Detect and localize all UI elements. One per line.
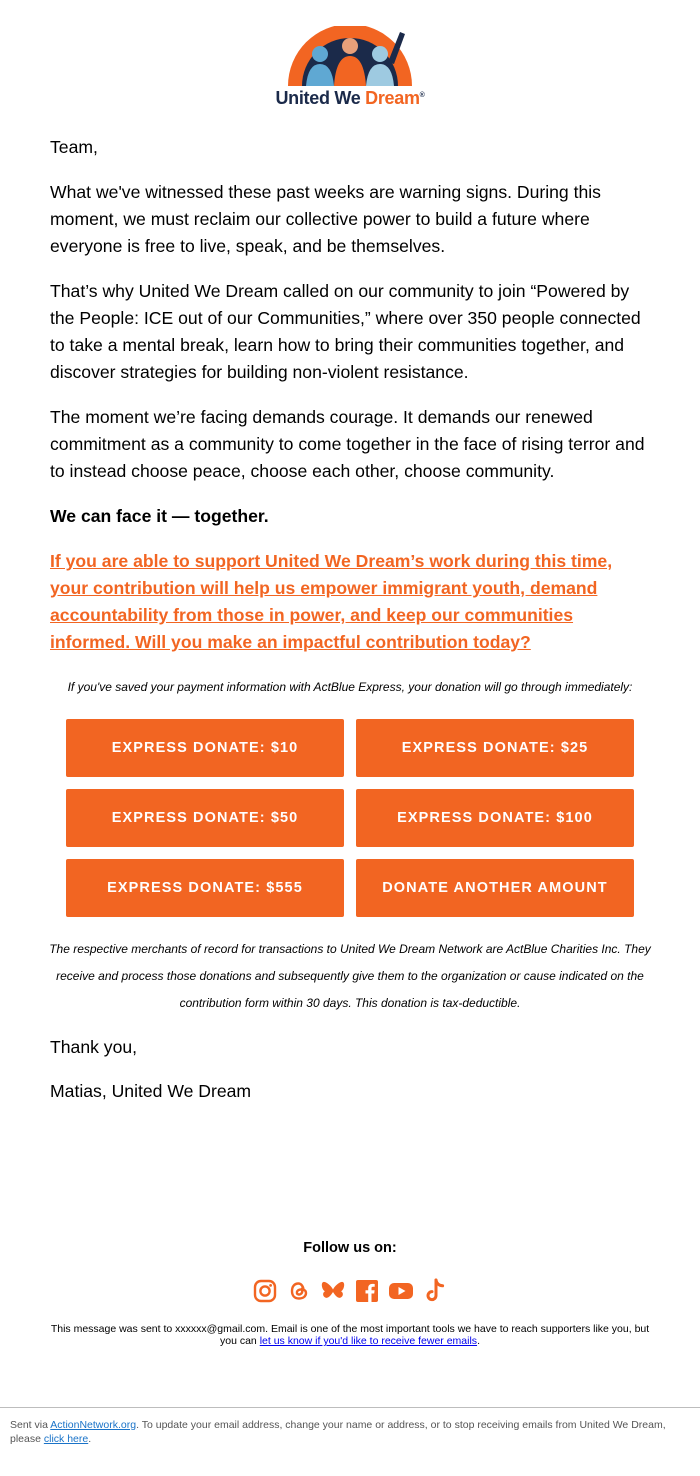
closing-thanks: Thank you, <box>50 1037 138 1057</box>
signature: Matias, United We Dream <box>50 1081 252 1101</box>
facebook-icon[interactable] <box>354 1277 380 1305</box>
sent-to-notice: This message was sent to xxxxxx@gmail.com. Email is one of the most important tools we have to reach supporters like you, but you can let us know if you'd like to receive fewer emails. <box>50 1323 650 1347</box>
express-donate-10-button[interactable]: EXPRESS DONATE: $10 <box>66 719 344 777</box>
express-donate-25-button[interactable]: EXPRESS DONATE: $25 <box>356 719 634 777</box>
logo-wordmark: United We Dream® <box>275 88 425 108</box>
united-we-dream-logo[interactable] <box>268 26 432 112</box>
follow-us-heading: Follow us on: <box>303 1240 397 1256</box>
express-donate-100-button[interactable]: EXPRESS DONATE: $100 <box>356 789 634 847</box>
legal-disclaimer: The respective merchants of record for transactions to United We Dream Network are ActBlue Charities Inc. They receive and process those donations and subsequently give them to the organization or cause indicated on the contribution form within 30 days. This donation is tax-deductible. <box>49 942 651 1010</box>
donate-another-amount-button[interactable]: DONATE ANOTHER AMOUNT <box>356 859 634 917</box>
bluesky-icon[interactable] <box>320 1277 346 1305</box>
unsubscribe-link[interactable]: click here <box>43 1433 89 1445</box>
actblue-express-note: If you've saved your payment information with ActBlue Express, your donation will go through immediately: <box>67 680 633 694</box>
fewer-emails-link[interactable]: let us know if you'd like to receive fewer emails <box>259 1335 478 1347</box>
paragraph: The moment we’re facing demands courage. It demands our renewed commitment as a community to come together in the face of rising terror and to instead choose peace, choose each other, choose community. <box>50 407 645 481</box>
contribution-cta-link[interactable]: If you are able to support United We Dream’s work during this time, your contribution will help us empower immigrant youth, demand accountability from those in power, and keep our communities informed. Will you make an impactful contribution today? <box>50 551 613 652</box>
logo-illustration <box>268 26 432 88</box>
tiktok-icon[interactable] <box>422 1277 448 1305</box>
threads-icon[interactable] <box>286 1277 312 1305</box>
bold-line: We can face it — together. <box>50 506 269 526</box>
footer-divider <box>0 1407 700 1408</box>
paragraph: What we've witnessed these past weeks are warning signs. During this moment, we must reclaim our collective power to build a future where everyone is free to live, speak, and be themselves. <box>50 182 601 256</box>
footer-notice: Sent via ActionNetwork.org. To update your email address, change your name or address, or to stop receiving emails from United We Dream, please click here. <box>10 1419 666 1445</box>
actionnetwork-link[interactable]: ActionNetwork.org <box>50 1419 137 1431</box>
letter-body <box>50 134 654 674</box>
youtube-icon[interactable] <box>388 1277 414 1305</box>
instagram-icon[interactable] <box>252 1277 278 1305</box>
social-icons <box>252 1277 448 1305</box>
express-donate-555-button[interactable]: EXPRESS DONATE: $555 <box>66 859 344 917</box>
greeting: Team, <box>50 137 98 157</box>
paragraph: That’s why United We Dream called on our community to join “Powered by the People: ICE out of our Communities,” where over 350 people connected to take a mental break, learn how to bring their communities together, and discover strategies for building non-violent resistance. <box>50 281 641 382</box>
express-donate-50-button[interactable]: EXPRESS DONATE: $50 <box>66 789 344 847</box>
